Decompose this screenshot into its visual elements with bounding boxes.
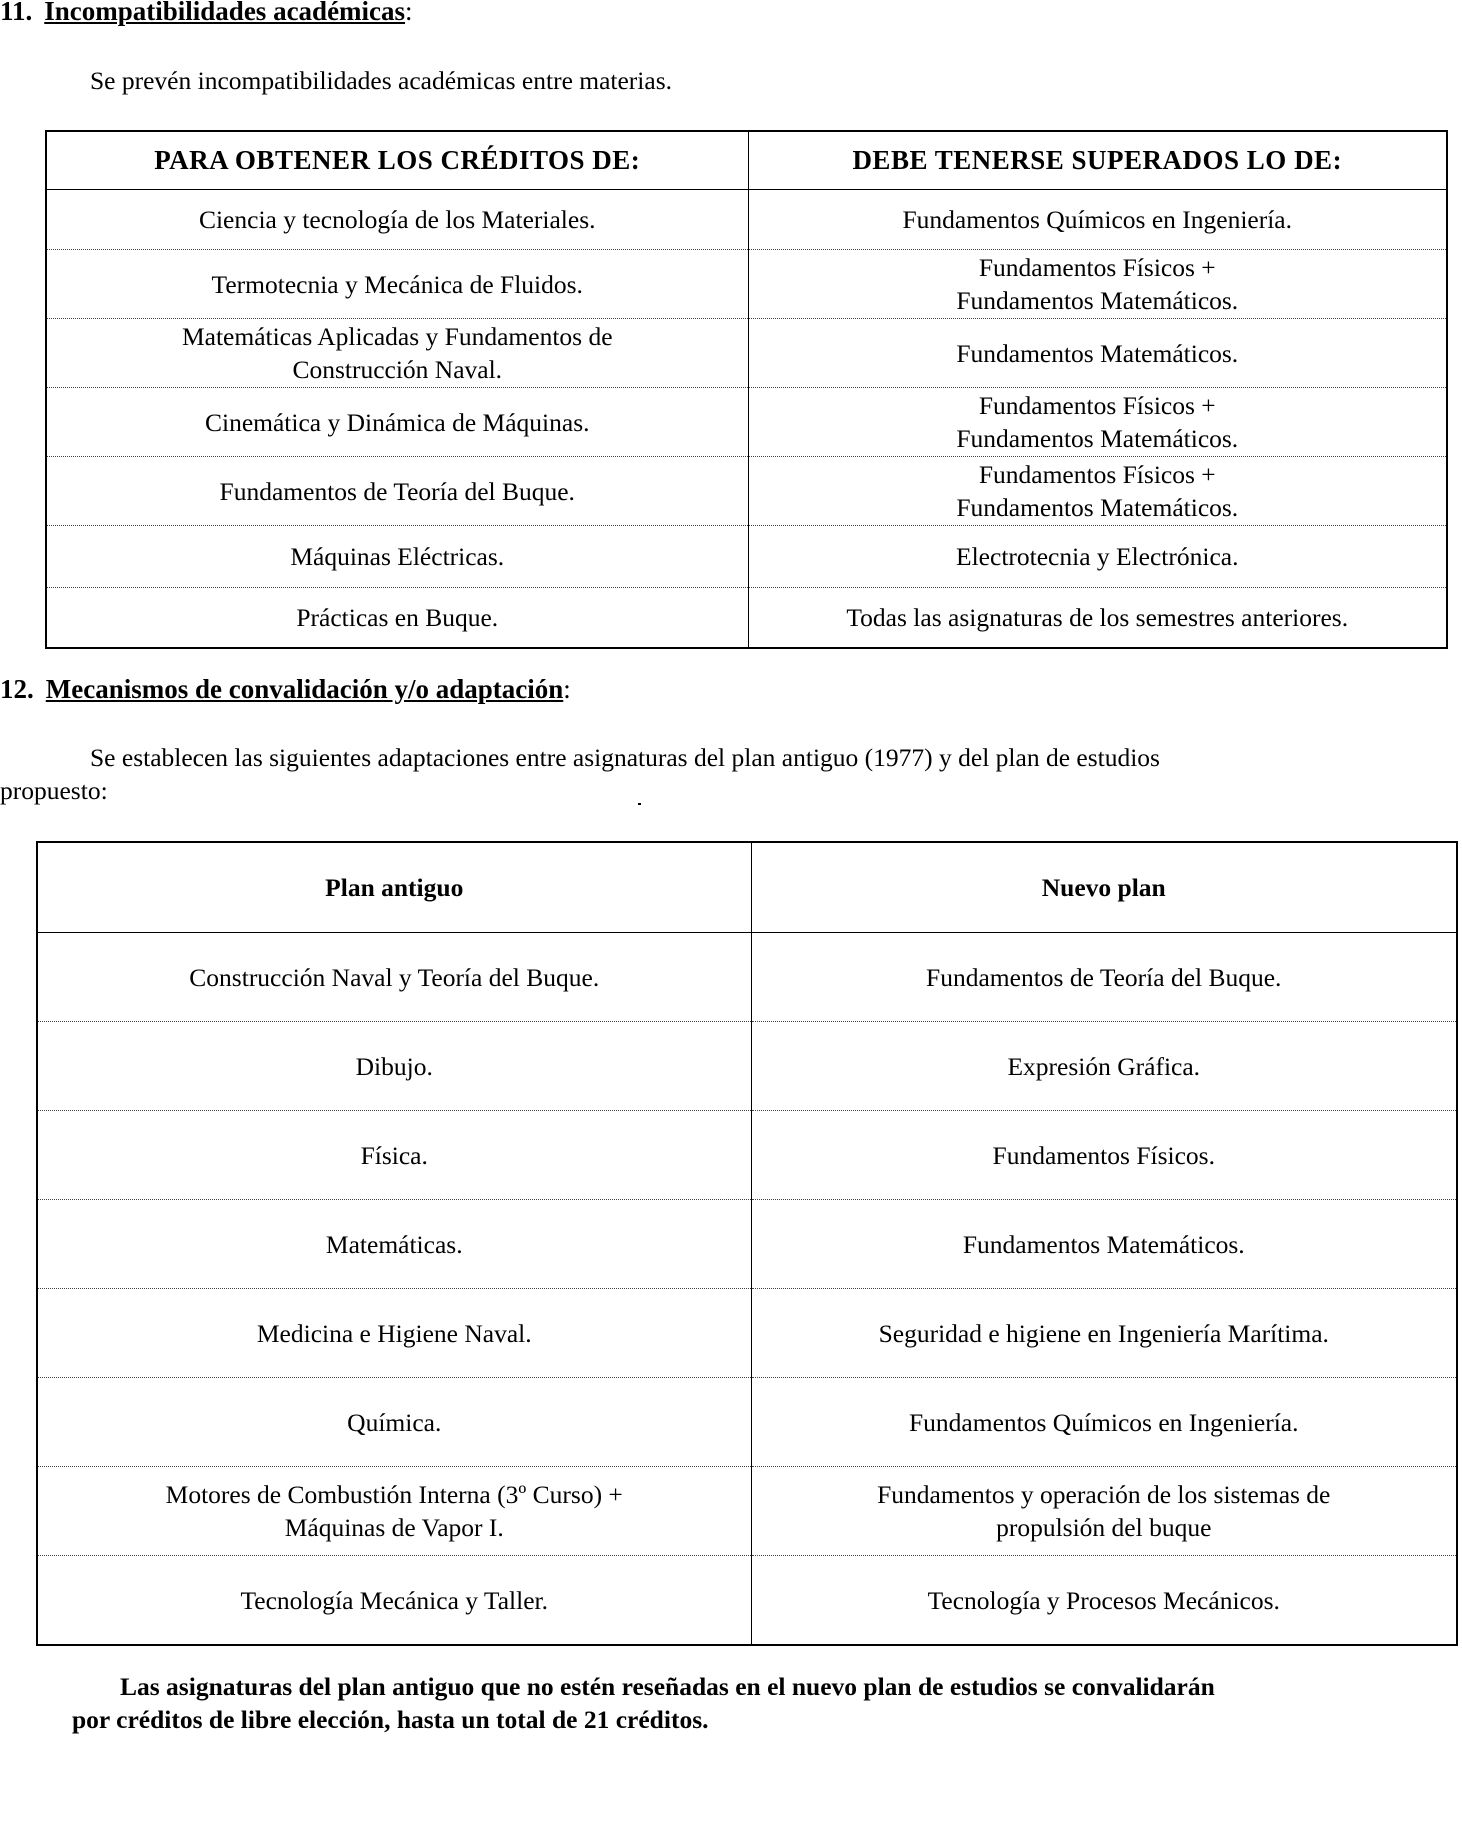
table-cell: [37, 1022, 751, 1111]
table-row: [37, 1289, 1457, 1378]
section-12-number: 12.: [0, 674, 34, 704]
table-cell: [37, 1111, 751, 1200]
cell-line: Fundamentos Matemáticos.: [962, 1229, 1245, 1259]
cell-line: Fundamentos Matemáticos.: [956, 286, 1239, 315]
cell-line: Fundamentos Matemáticos.: [956, 493, 1239, 522]
closing-paragraph-line-1: Las asignaturas del plan antiguo que no estén reseñadas en el nuevo plan de estudios se convalidarán: [120, 1672, 1215, 1701]
table-cell: [751, 1289, 1457, 1378]
section-12-intro-line-1: Se establecen las siguientes adaptaciones entre asignaturas del plan antiguo (1977) y del plan de estudios: [90, 743, 1160, 772]
table-row: [37, 1111, 1457, 1200]
cell-line: Fundamentos Físicos +: [978, 391, 1216, 420]
cell-line: Expresión Gráfica.: [1007, 1051, 1201, 1081]
table-row: [46, 250, 1447, 319]
table-row: [37, 1378, 1457, 1467]
cell-line: Prácticas en Buque.: [296, 603, 499, 632]
table-cell: [46, 457, 748, 526]
table-row: [46, 319, 1447, 388]
cell-line: Construcción Naval.: [292, 355, 503, 384]
table-cell: [748, 588, 1447, 649]
cell-line: Tecnología Mecánica y Taller.: [240, 1585, 548, 1615]
section-12-colon: :: [563, 674, 571, 704]
table-cell: [46, 388, 748, 457]
cell-line: Fundamentos Matemáticos.: [956, 424, 1239, 453]
table-cell: [748, 190, 1447, 250]
table-row: [37, 1022, 1457, 1111]
section-11-colon: :: [405, 0, 413, 26]
cell-line: Cinemática y Dinámica de Máquinas.: [204, 407, 590, 437]
table-cell: [46, 588, 748, 649]
cell-line: Ciencia y tecnología de los Materiales.: [198, 205, 596, 234]
table-cell: [751, 1200, 1457, 1289]
section-12-title: Mecanismos de convalidación y/o adaptación: [45, 674, 564, 704]
table-cell: [46, 190, 748, 250]
table-cell: [751, 933, 1457, 1022]
table-cell: [46, 319, 748, 388]
cell-line: Dibujo.: [355, 1051, 433, 1081]
cell-line: Fundamentos Matemáticos.: [956, 338, 1239, 368]
table-header-cell: DEBE TENERSE SUPERADOS LO DE:: [748, 131, 1447, 190]
cell-line: Fundamentos Químicos en Ingeniería.: [902, 205, 1292, 234]
table-cell: [751, 1111, 1457, 1200]
cell-line: Fundamentos Físicos.: [992, 1140, 1215, 1170]
cell-line: Motores de Combustión Interna (3º Curso) +: [165, 1480, 623, 1509]
table-header-row: [37, 842, 1457, 933]
table-cell: [37, 933, 751, 1022]
table-cell: [46, 250, 748, 319]
table-cell: [37, 1467, 751, 1556]
table-cell: [748, 319, 1447, 388]
cell-line: Todas las asignaturas de los semestres anteriores.: [846, 603, 1349, 632]
cell-line: Seguridad e higiene en Ingeniería Marítima.: [878, 1318, 1329, 1348]
table-cell: [37, 1378, 751, 1467]
table-row: [37, 1200, 1457, 1289]
table-header-cell: Nuevo plan: [751, 842, 1457, 933]
cell-line: Química.: [347, 1407, 442, 1437]
section-11-title: Incompatibilidades académicas: [44, 0, 406, 26]
table-row: [46, 388, 1447, 457]
table-row: [37, 1467, 1457, 1556]
table-cell: [748, 250, 1447, 319]
table-header-cell: PARA OBTENER LOS CRÉDITOS DE:: [46, 131, 748, 190]
table-cell: [751, 1467, 1457, 1556]
table-cell: [751, 1378, 1457, 1467]
table-cell: [37, 1556, 751, 1646]
cell-line: Electrotecnia y Electrónica.: [956, 542, 1239, 571]
section-12-intro-line-2: propuesto:: [0, 776, 108, 805]
table-row: [46, 190, 1447, 250]
section-11-intro: Se prevén incompatibilidades académicas entre materias.: [90, 66, 673, 95]
cell-line: Matemáticas.: [325, 1229, 463, 1259]
table-row: [37, 933, 1457, 1022]
cell-line: Fundamentos de Teoría del Buque.: [219, 476, 575, 506]
cell-line: Máquinas de Vapor I.: [284, 1513, 504, 1542]
incompatibilities-table: [45, 130, 1448, 649]
table-header-cell: Plan antiguo: [37, 842, 751, 933]
table-cell: [751, 1556, 1457, 1646]
table-row: [46, 588, 1447, 649]
cell-line: propulsión del buque: [996, 1513, 1212, 1542]
cell-line: Fundamentos Químicos en Ingeniería.: [909, 1407, 1299, 1437]
closing-paragraph-line-2: por créditos de libre elección, hasta un total de 21 créditos.: [72, 1705, 709, 1734]
cell-line: Fundamentos Físicos +: [978, 460, 1216, 489]
cell-line: Matemáticas Aplicadas y Fundamentos de: [181, 322, 613, 351]
cell-line: Tecnología y Procesos Mecánicos.: [927, 1585, 1280, 1615]
cell-line: Fundamentos de Teoría del Buque.: [926, 962, 1282, 992]
cell-line: Fundamentos y operación de los sistemas de: [877, 1480, 1331, 1509]
table-cell: [748, 388, 1447, 457]
table-cell: [37, 1289, 751, 1378]
cell-line: Máquinas Eléctricas.: [290, 542, 505, 571]
table-cell: [751, 1022, 1457, 1111]
table-cell: [748, 526, 1447, 588]
table-cell: [46, 526, 748, 588]
cell-line: Física.: [360, 1140, 428, 1170]
table-row: [46, 526, 1447, 588]
adaptations-table: [36, 841, 1458, 1646]
scan-speck: [638, 803, 641, 805]
table-cell: [37, 1200, 751, 1289]
cell-line: Medicina e Higiene Naval.: [256, 1318, 532, 1348]
cell-line: Termotecnia y Mecánica de Fluidos.: [211, 269, 583, 299]
section-11-number: 11.: [0, 0, 33, 26]
section-11-heading: [0, 0, 413, 27]
table-row: [37, 1556, 1457, 1646]
cell-line: Fundamentos Físicos +: [978, 253, 1216, 282]
table-row: [46, 457, 1447, 526]
cell-line: Construcción Naval y Teoría del Buque.: [189, 962, 600, 992]
table-cell: [748, 457, 1447, 526]
section-12-heading: [0, 674, 571, 705]
table-header-row: [46, 131, 1447, 190]
